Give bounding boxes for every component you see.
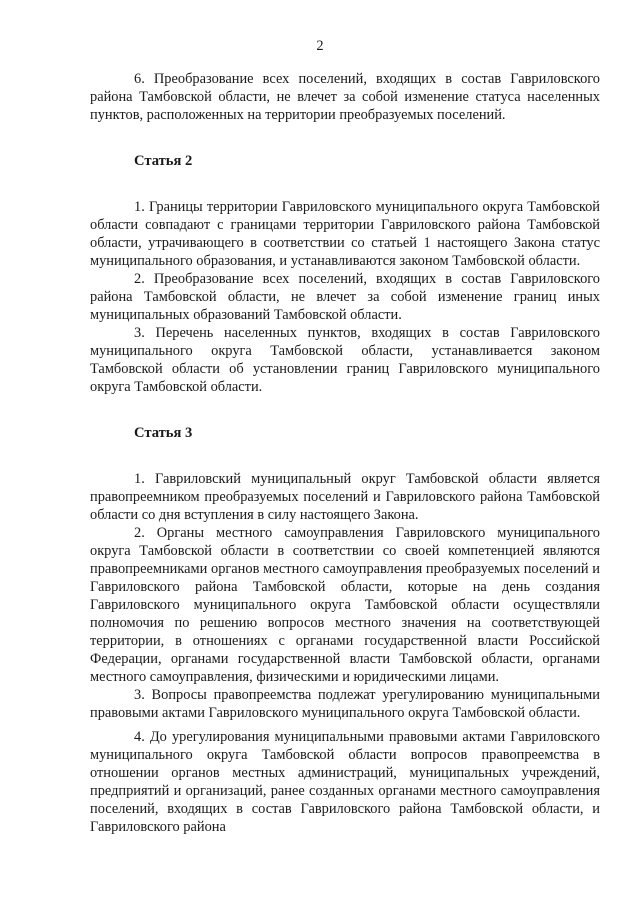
article-3-paragraph-2: 2. Органы местного самоуправления Гавриловского муниципального округа Тамбовской области в соответствии со своей компетенцией являются правопреемниками органов местного самоуправления преобразуемых поселений и Гавриловского района Тамбовской области, которые на день создания Гавриловского муниципального округа Тамбовской области осуществляли полномочия по решению вопросов местного значения на соответствующей территории, в отношениях с органами государственной власти Российской Федерации, органами государственной власти Тамбовской области, органами местного самоуправления, физическими и юридическими лицами. [90,525,600,685]
article-3-paragraph-1: 1. Гавриловский муниципальный округ Тамбовской области является правопреемником преобразуемых поселений и Гавриловского района Тамбовской области со дня вступления в силу настоящего Закона. [90,471,600,523]
article-3-heading: Статья 3 [134,425,193,441]
article-2-paragraph-3: 3. Перечень населенных пунктов, входящих в состав Гавриловского муниципального округа Тамбовской области, устанавливается законом Тамбовской области об установлении границ Гавриловского муниципального округа Тамбовской области. [90,325,600,395]
section-gap [90,124,600,152]
article-2-paragraph-1: 1. Границы территории Гавриловского муниципального округа Тамбовской области совпадают с границами территории Гавриловского района Тамбовской области, утрачивающего в соответствии со статьей 1 настоящего Закона статус муниципального образования, и устанавливаются законом Тамбовской области. [90,199,600,269]
section-gap [90,396,600,424]
article-3-paragraph-4: 4. До урегулирования муниципальными правовыми актами Гавриловского муниципального округа Тамбовской области вопросов правопреемства в отношении органов местных администраций, муниципальных учреждений, предприятий и организаций, ранее созданных органами местного самоуправления поселений, входящих в состав Гавриловского района Тамбовской области, и Гавриловского района [90,729,600,835]
section-gap [90,442,600,470]
article-3-paragraph-3: 3. Вопросы правопреемства подлежат урегулированию муниципальными правовыми актами Гавриловского муниципального округа Тамбовской области. [90,687,600,721]
paragraph-intro-6: 6. Преобразование всех поселений, входящих в состав Гавриловского района Тамбовской области, не влечет за собой изменение статуса населенных пунктов, расположенных на территории преобразуемых поселений. [90,71,600,123]
page-number: 2 [316,38,324,54]
section-gap [90,170,600,198]
document-body [90,70,600,836]
article-2-paragraph-2: 2. Преобразование всех поселений, входящих в состав Гавриловского района Тамбовской области, не влечет за собой изменение границ иных муниципальных образований Тамбовской области. [90,271,600,323]
article-2-heading: Статья 2 [134,153,193,169]
